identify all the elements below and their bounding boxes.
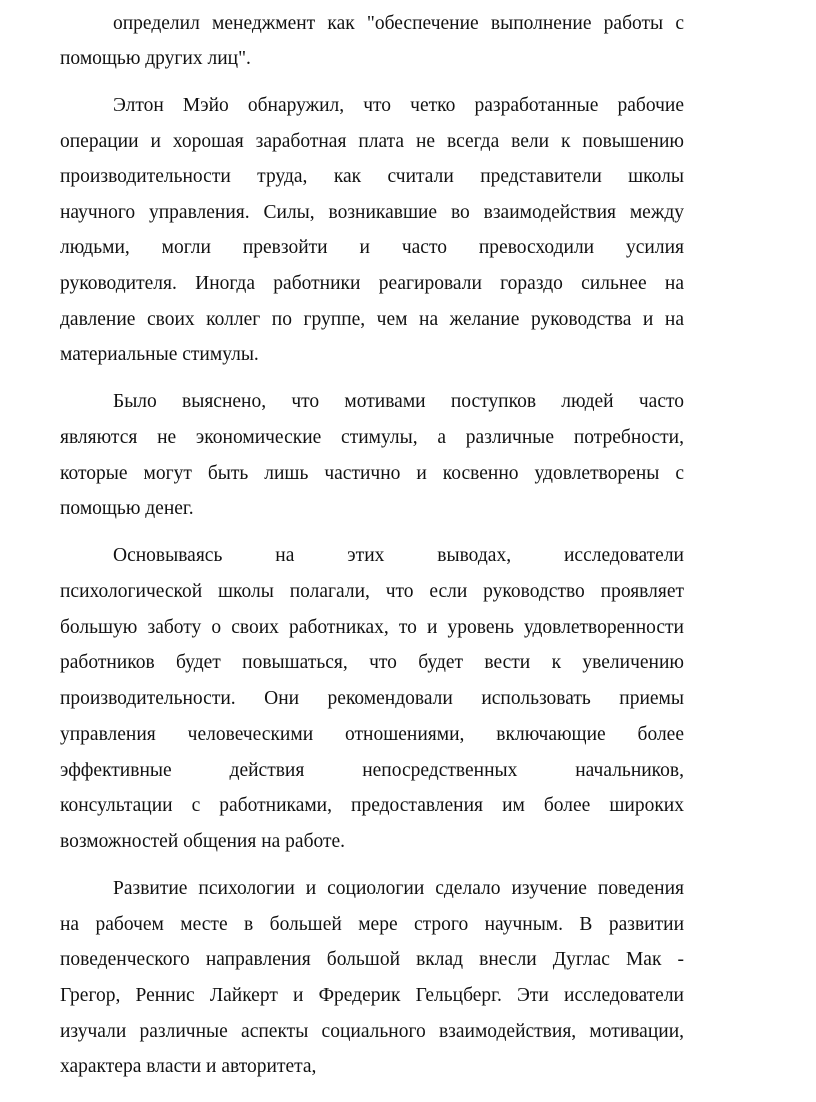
text-line: изучали различные аспекты социального взаимодействия, мотивации, bbox=[60, 1021, 684, 1042]
text-line: являются не экономические стимулы, а различные потребности, bbox=[60, 427, 684, 448]
text-line: которые могут быть лишь частично и косвенно удовлетворены с bbox=[60, 463, 684, 484]
text-line: на рабочем месте в большей мере строго научным. В развитии bbox=[60, 914, 684, 935]
text-line: руководителя. Иногда работники реагировали гораздо сильнее на bbox=[60, 273, 684, 294]
text-line: психологической школы полагали, что если руководство проявляет bbox=[60, 581, 684, 602]
text-line: возможностей общения на работе. bbox=[60, 831, 346, 852]
text-line: помощью других лиц". bbox=[60, 48, 251, 69]
text-line: людьми, могли превзойти и часто превосходили усилия bbox=[60, 237, 684, 258]
text-line: научного управления. Силы, возникавшие во взаимодействия между bbox=[60, 202, 684, 223]
text-line: определил менеджмент как "обеспечение выполнение работы с bbox=[113, 13, 684, 34]
text-line: Элтон Мэйо обнаружил, что четко разработанные рабочие bbox=[113, 95, 684, 116]
text-line: помощью денег. bbox=[60, 498, 194, 519]
text-line: Основываясь на этих выводах, исследователи bbox=[113, 545, 684, 566]
text-line: управления человеческими отношениями, включающие более bbox=[60, 724, 684, 745]
text-line: Было выяснено, что мотивами поступков людей часто bbox=[113, 391, 684, 412]
text-line: поведенческого направления большой вклад внесли Дуглас Мак - bbox=[60, 949, 684, 970]
text-line: операции и хорошая заработная плата не всегда вели к повышению bbox=[60, 131, 684, 152]
text-line: материальные стимулы. bbox=[60, 344, 259, 365]
text-line: работников будет повышаться, что будет вести к увеличению bbox=[60, 652, 684, 673]
text-line: производительности. Они рекомендовали использовать приемы bbox=[60, 688, 684, 709]
text-line: большую заботу о своих работниках, то и уровень удовлетворенности bbox=[60, 617, 684, 638]
text-line: Развитие психологии и социологии сделало изучение поведения bbox=[113, 878, 684, 899]
text-line: эффективные действия непосредственных начальников, bbox=[60, 760, 684, 781]
text-line: производительности труда, как считали представители школы bbox=[60, 166, 684, 187]
text-line: характера власти и авторитета, bbox=[60, 1056, 317, 1077]
text-line: Грегор, Реннис Лайкерт и Фредерик Гельцберг. Эти исследователи bbox=[60, 985, 684, 1006]
text-line: давление своих коллег по группе, чем на желание руководства и на bbox=[60, 309, 684, 330]
text-line: консультации с работниками, предоставления им более широких bbox=[60, 795, 684, 816]
